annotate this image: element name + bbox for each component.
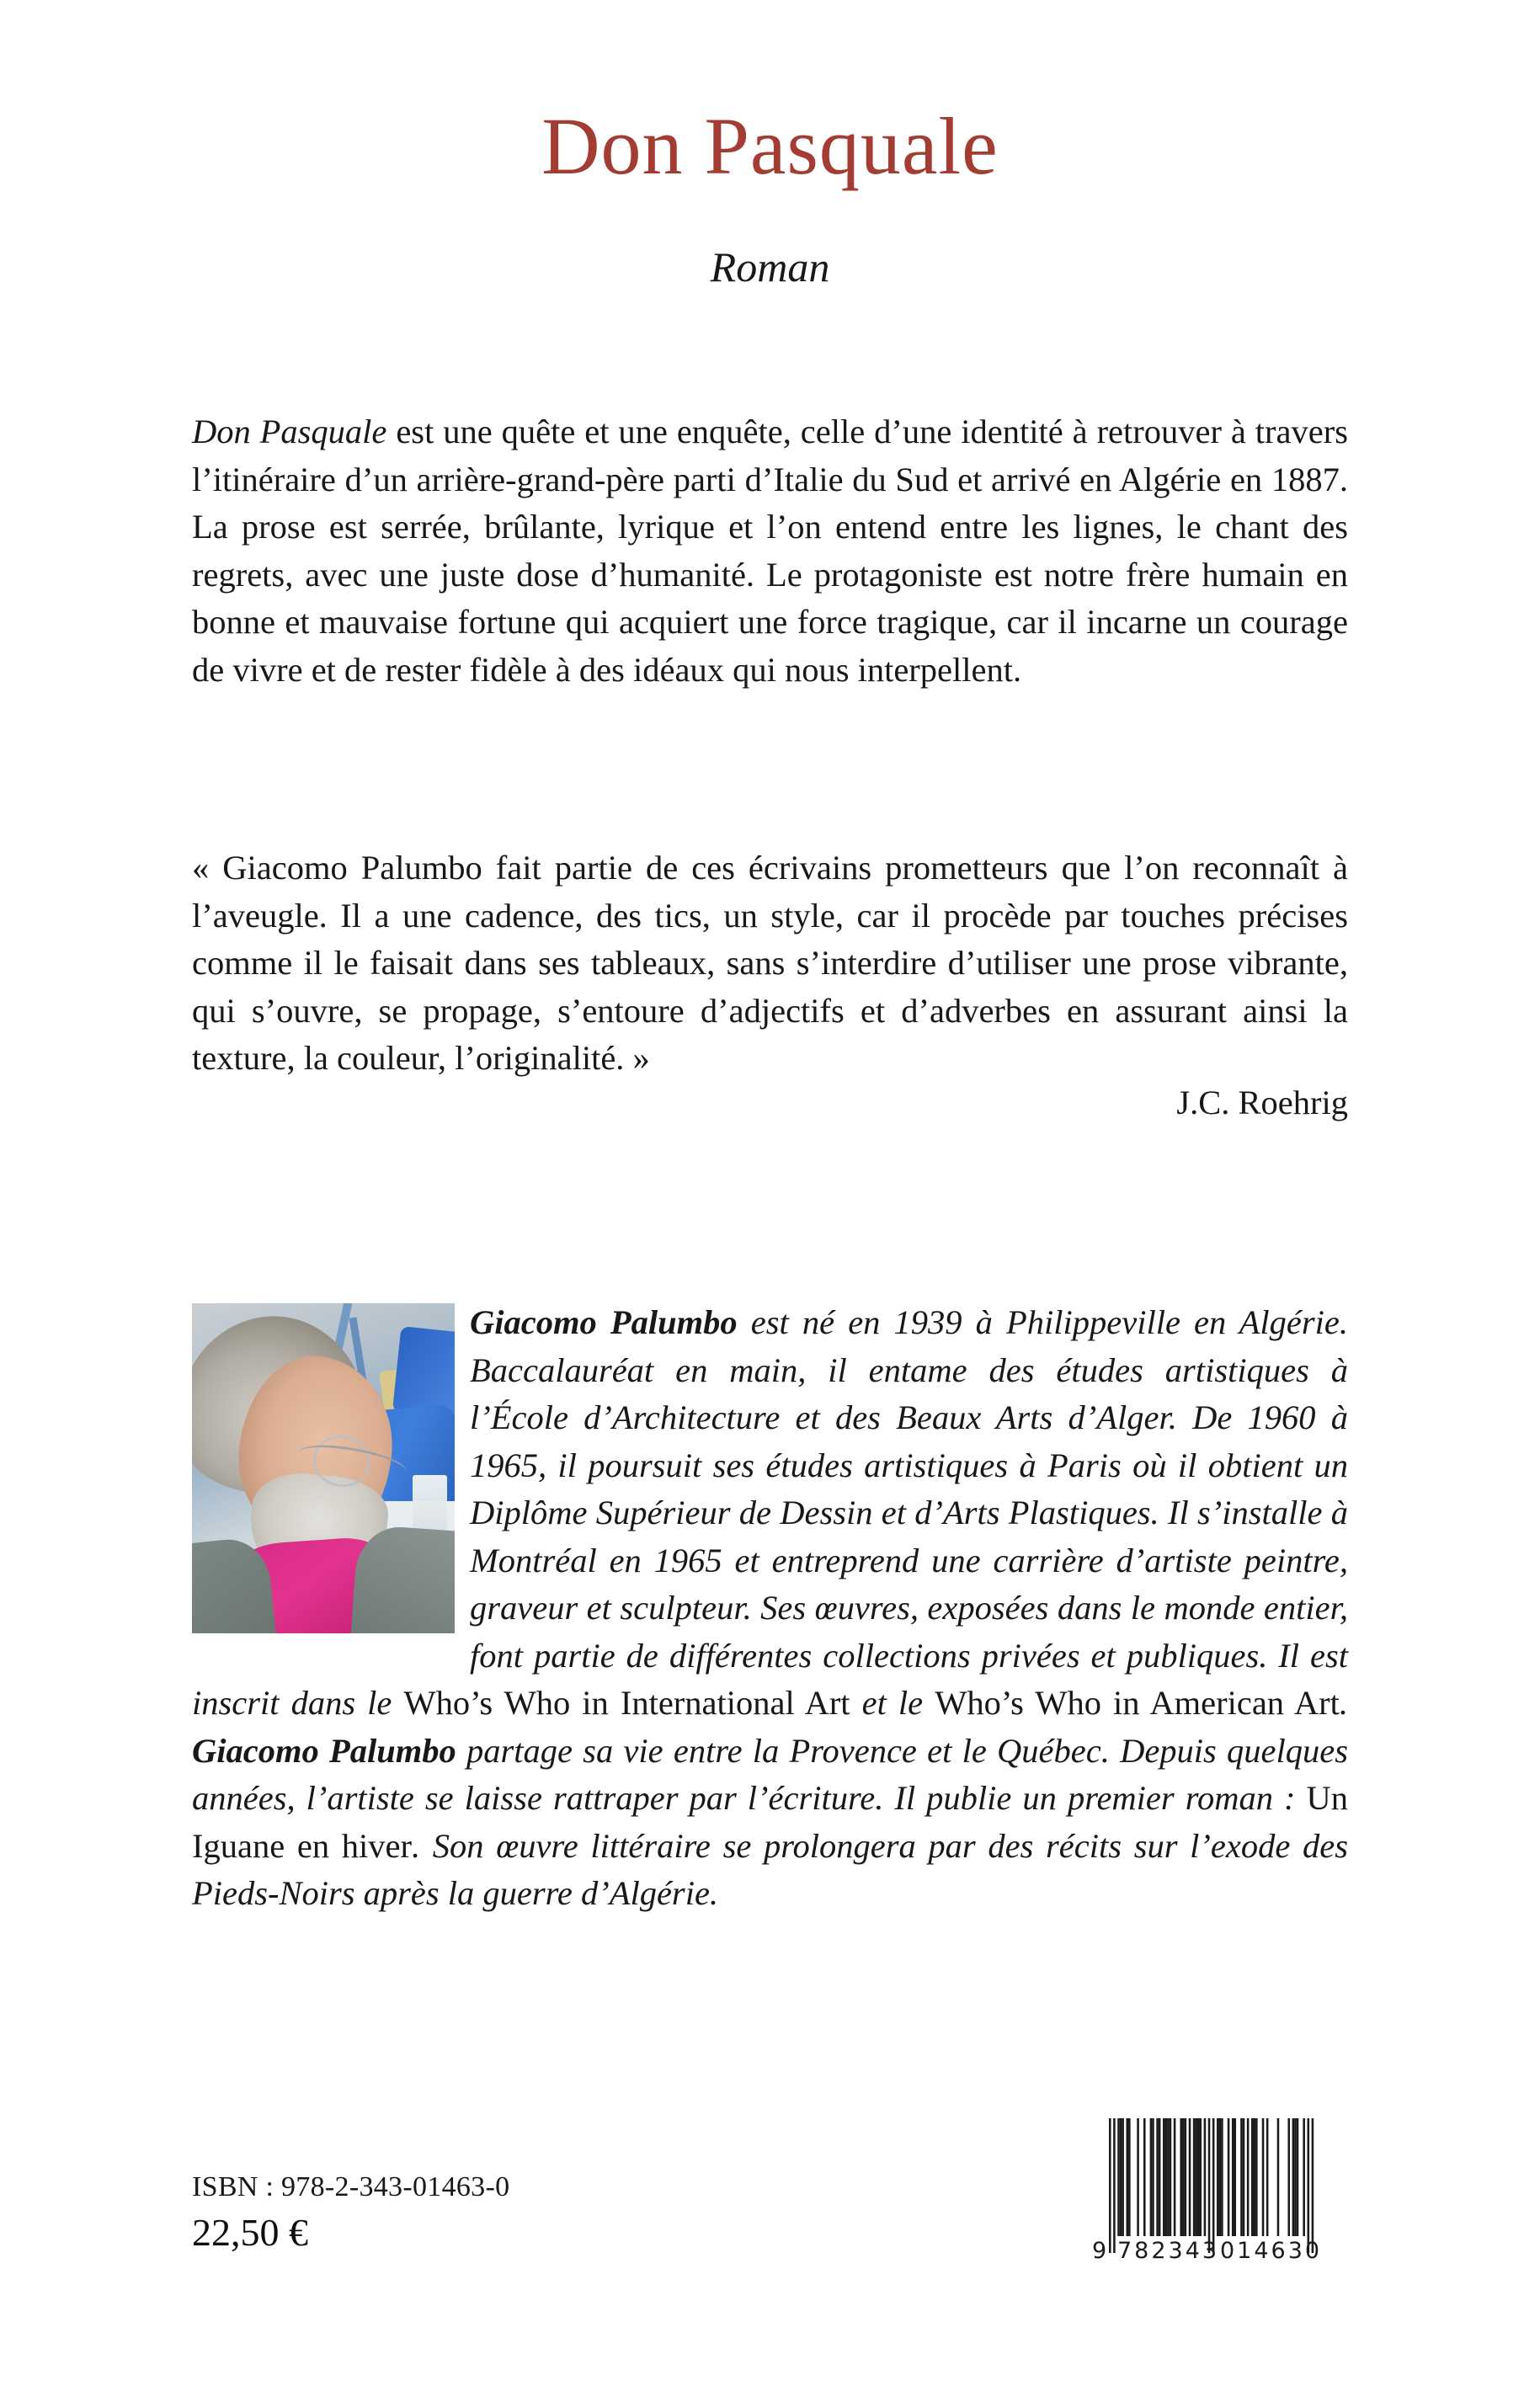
- quote-attribution: J.C. Roehrig: [1176, 1084, 1348, 1121]
- price-text: 22,50 €: [192, 2211, 308, 2254]
- photo-chair-far: [392, 1326, 455, 1419]
- barcode-group-2: 014630: [1220, 2238, 1323, 2264]
- photo-cup: [413, 1475, 447, 1535]
- work-whos-who-international: Who’s Who in International Art: [403, 1684, 850, 1722]
- blurb-section: [192, 408, 1348, 694]
- barcode-left-digit: 9: [1092, 2238, 1107, 2264]
- barcode-svg: [1080, 2113, 1343, 2265]
- biography-part-3: .: [1339, 1684, 1348, 1722]
- ean13-barcode: [1080, 2113, 1343, 2265]
- biography-section: [192, 1299, 1348, 1918]
- author-photo: [192, 1303, 455, 1633]
- quote-section: [192, 844, 1348, 1083]
- author-name-second: Giacomo Palumbo: [192, 1731, 456, 1770]
- biography-part-1: est né en 1939 à Philippeville en Algérie. Baccalauréat en main, il entame des études artistiques à l’École d’Architecture et des Beaux Arts d’Alger. De 1960 à 1965, il poursuit ses études artistiques à Paris où il obtient un Diplôme Supérieur de Dessin et d’Arts Plastiques. Il s’installe à Montréal en 1965 et entreprend une carrière d’artiste peintre, graveur et sculpteur. Ses œuvres, exposées dans le monde entier, font partie de différentes collections privées et publiques. Il est inscrit dans le: [192, 1303, 1349, 1722]
- page-title: Don Pasquale: [541, 101, 999, 191]
- blurb-lead-title: Don Pasquale: [192, 413, 387, 450]
- blurb-paragraph: [192, 408, 1348, 694]
- barcode-group-1: 782343: [1117, 2238, 1220, 2264]
- author-name-first: Giacomo Palumbo: [470, 1303, 738, 1341]
- biography-part-2: et le: [850, 1684, 935, 1722]
- biography-part-4: partage sa vie entre la Provence et le Québec. Depuis quelques années, l’artiste se laisse rattraper par l’écriture. Il publie un premier roman :: [192, 1731, 1349, 1817]
- work-whos-who-american: Who’s Who in American Art: [935, 1684, 1340, 1722]
- biography-part-5: . Son œuvre littéraire se prolongera par des récits sur l’exode des Pieds-Noirs après la guerre d’Algérie.: [192, 1826, 1348, 1912]
- quote-paragraph: « Giacomo Palumbo fait partie de ces écrivains prometteurs que l’on reconnaît à l’aveugle. Il a une cadence, des tics, un style, car il procède par touches précises comme il le faisait dans ses tableaux, sans s’interdire d’utiliser une prose vibrante, qui s’ouvre, se propage, s’entoure d’adjectifs et d’adverbes en assurant ainsi la texture, la couleur, l’originalité. »: [192, 849, 1348, 1077]
- blurb-body-text: est une quête et une enquête, celle d’une identité à retrouver à travers l’itinéraire d’un arrière-grand-père parti d’Italie du Sud et arrivé en Algérie en 1887. La prose est serrée, brûlante, lyrique et l’on entend entre les lignes, le chant des regrets, avec une juste dose d’humanité. Le protagoniste est notre frère humain en bonne et mauvaise fortune qui acquiert une force tragique, car il incarne un courage de vivre et de rester fidèle à des idéaux qui nous interpellent.: [192, 413, 1348, 689]
- work-un-iguane-en-hiver: Un Iguane en hiver: [192, 1779, 1348, 1865]
- isbn-text: ISBN : 978-2-343-01463-0: [192, 2171, 510, 2202]
- book-subtitle: Roman: [710, 243, 830, 290]
